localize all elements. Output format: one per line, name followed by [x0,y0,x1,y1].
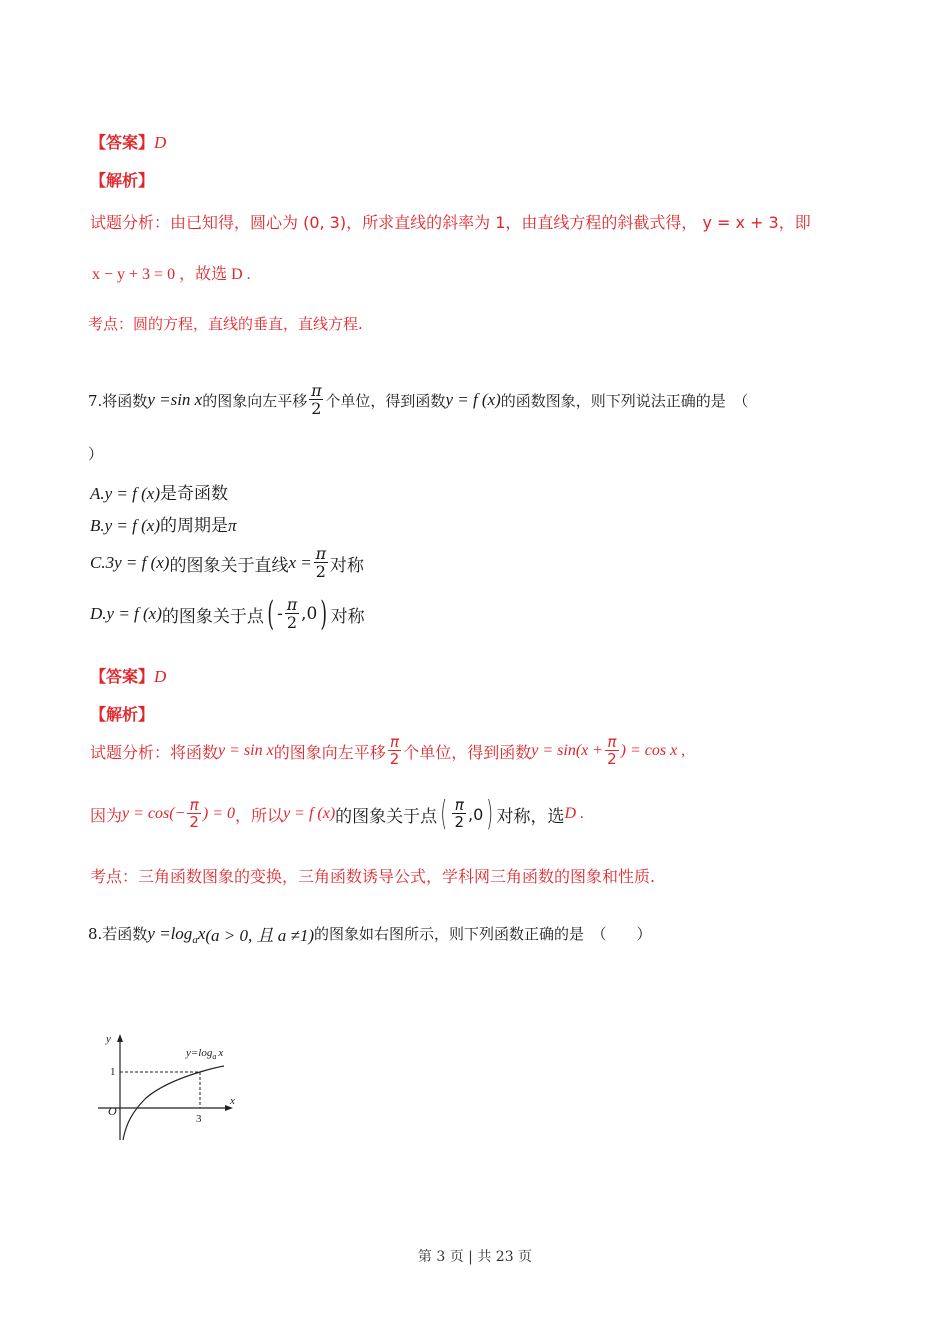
analysis-line-6-2: x − y + 3 = 0 ，故选 D . [92,266,251,283]
graph-log-curve [123,1066,224,1140]
analysis-label-7: 【解析】 [90,705,155,724]
keypoint-7: 考点：三角函数图象的变换，三角函数诱导公式，学科网三角函数的图象和性质. [90,867,656,886]
analysis-line-7-2: 因为 y = cos(− $\frac{\pi}{2}$ ) = 0 ，所以 y = f (x) 的图象关于点 ( $\frac{\pi}{2}$ ,0 ) 对称，选 D . [90,794,585,834]
question-7-close-paren: ） [88,445,104,463]
keypoint-6: 考点：圆的方程，直线的垂直，直线方程. [88,315,363,333]
graph-x-label: x [230,1095,235,1107]
fraction-pi-over-2: $\frac{\pi}{2}$ [311,381,322,418]
graph-three-label: 3 [196,1113,202,1125]
graph-y-arrow [117,1034,123,1042]
graph-one-label: 1 [110,1066,116,1078]
option-b: B.y = f (x)的周期是π [90,516,237,536]
answer-label-7: 【答案】D [90,667,167,686]
analysis-label-6: 【解析】 [90,171,155,190]
question-8-stem: 8.若函数 y =log a x (a > 0, 且 a ≠1) 的图象如右图所示，则下列函数正确的是 （ ） [88,923,652,946]
answer-value-6: D [154,133,167,152]
question-7-stem: 7.将函数 y =sin x 的图象向左平移 $\frac{\pi}{2}$ 个单位，得到函数 y = f (x) 的函数图象，则下列说法正确的是 （ [88,381,749,418]
graph-y-label: y [106,1033,111,1045]
option-c: C.3 y = f (x) 的图象关于直线 x = $\frac{\pi}{2}$ 对称 [90,544,364,581]
graph-origin-label: O [108,1104,117,1118]
answer-value-7: D [154,667,167,686]
log-graph [90,1028,250,1148]
option-d: D. y = f (x) 的图象关于点 ( - $\frac{\pi}{2}$ ,0 ) 对称 [90,594,365,634]
analysis-line-7-1: 试题分析：将函数 y = sin x 的图象向左平移 $\frac{\pi}{2}$ 个单位，得到函数 y = sin(x + $\frac{\pi}{2}$ ) = cos x , [90,733,686,768]
answer-label-6: 【答案】D [90,133,167,152]
option-a: A.y = f (x)是奇函数 [90,484,228,504]
page-footer: 第 3 页 | 共 23 页 [417,1249,533,1265]
graph-curve-label: $y=\log_a$ x [186,1047,224,1061]
analysis-line-6-1: 试题分析：由已知得，圆心为 (0, 3)，所求直线的斜率为 1，由直线方程的斜截式得， y = x + 3，即 [90,213,811,232]
